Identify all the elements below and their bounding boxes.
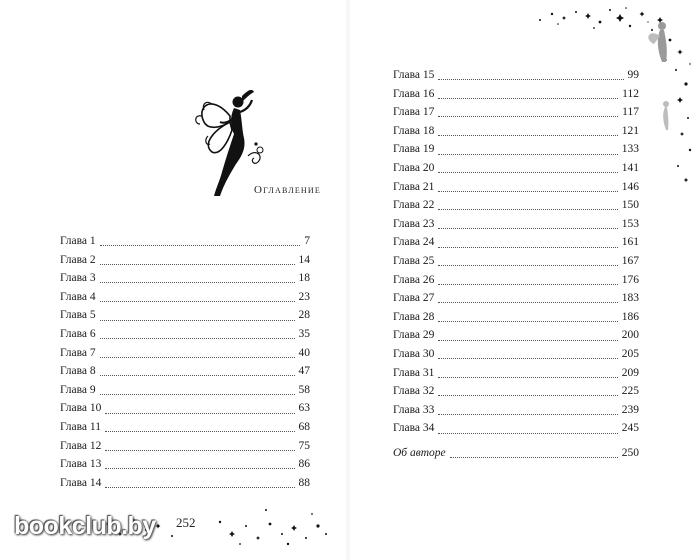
toc-entry[interactable] bbox=[60, 455, 310, 474]
toc-left-column bbox=[60, 232, 310, 492]
sparkle-star-icon bbox=[316, 524, 319, 527]
sparkle-star-icon bbox=[689, 149, 691, 151]
toc-entry-label: Глава 4 bbox=[60, 290, 96, 303]
sparkle-star-icon bbox=[219, 521, 221, 523]
dot-leader bbox=[450, 456, 618, 458]
page-number: 252 bbox=[176, 515, 196, 530]
toc-entry-label: Глава 1 bbox=[60, 235, 96, 247]
toc-entry-page: 75 bbox=[298, 439, 310, 452]
dot-leader bbox=[438, 357, 617, 359]
toc-entry-page: 58 bbox=[298, 383, 310, 396]
toc-entry-page: 35 bbox=[298, 327, 310, 340]
toc-entry[interactable] bbox=[60, 251, 310, 270]
dot-leader bbox=[100, 300, 295, 302]
dot-leader bbox=[100, 244, 301, 246]
dot-leader bbox=[438, 432, 617, 434]
sparkle-star-icon bbox=[287, 543, 289, 545]
toc-entry-label: Глава 23 bbox=[393, 217, 435, 230]
dot-leader bbox=[100, 374, 295, 376]
dot-leader bbox=[438, 208, 617, 210]
fairy-silhouette-icon bbox=[190, 86, 270, 198]
dot-leader bbox=[438, 227, 617, 229]
toc-about-entry[interactable] bbox=[393, 444, 639, 463]
sparkle-star-icon bbox=[562, 16, 566, 20]
toc-entry-label: Глава 22 bbox=[393, 199, 435, 212]
toc-entry-page: 176 bbox=[621, 273, 639, 286]
toc-entry[interactable] bbox=[393, 233, 639, 252]
toc-entry[interactable] bbox=[393, 326, 639, 345]
toc-entry[interactable] bbox=[60, 344, 310, 363]
toc-entry[interactable] bbox=[60, 381, 310, 400]
toc-entry-label: Глава 17 bbox=[393, 106, 435, 119]
sparkle-star-icon bbox=[245, 525, 247, 527]
sparkle-star-icon bbox=[305, 537, 307, 539]
toc-entry-page: 117 bbox=[622, 106, 639, 119]
toc-entry-label: Глава 6 bbox=[60, 327, 96, 340]
toc-entry-label: Глава 14 bbox=[60, 476, 102, 489]
toc-entry-label: Глава 30 bbox=[393, 347, 435, 360]
toc-entry-label: Глава 10 bbox=[60, 402, 102, 415]
toc-entry-page: 153 bbox=[621, 217, 639, 230]
sparkle-star-icon bbox=[585, 13, 591, 19]
sparkle-star-icon bbox=[575, 11, 577, 13]
toc-entry-label: Глава 8 bbox=[60, 365, 96, 378]
faded-fairy-icon bbox=[640, 18, 680, 138]
toc-entry-label: Глава 31 bbox=[393, 366, 435, 379]
sparkle-star-icon bbox=[684, 178, 688, 182]
toc-entry-page: 86 bbox=[298, 458, 310, 471]
toc-entry-page: 200 bbox=[621, 329, 639, 342]
sparkle-star-icon bbox=[171, 535, 173, 537]
toc-title: Оглавление bbox=[254, 184, 321, 196]
toc-entry[interactable] bbox=[393, 419, 639, 438]
toc-entry-label: Глава 2 bbox=[60, 253, 96, 266]
toc-entry-page: 133 bbox=[621, 143, 639, 156]
sparkle-star-icon bbox=[256, 536, 260, 540]
toc-entry-label: Глава 3 bbox=[60, 272, 96, 285]
sparkle-star-icon bbox=[269, 523, 272, 526]
toc-entry-page: 209 bbox=[621, 366, 639, 379]
toc-entry-label: Глава 24 bbox=[393, 236, 435, 249]
sparkle-star-icon bbox=[291, 525, 297, 531]
dot-leader bbox=[100, 393, 295, 395]
toc-entry[interactable] bbox=[393, 252, 639, 271]
toc-entry-page: 63 bbox=[298, 402, 310, 415]
dot-leader bbox=[100, 356, 295, 358]
sparkle-star-icon bbox=[593, 27, 595, 29]
toc-entry-label: Глава 9 bbox=[60, 383, 96, 396]
toc-entry[interactable] bbox=[60, 474, 310, 493]
dot-leader bbox=[438, 394, 617, 396]
toc-entry-page: 146 bbox=[621, 180, 639, 193]
sparkle-star-icon bbox=[325, 533, 327, 535]
dot-leader bbox=[438, 246, 617, 248]
toc-entry-page: 205 bbox=[621, 347, 639, 360]
sparkle-star-icon bbox=[684, 82, 687, 85]
sparkle-star-icon bbox=[539, 19, 541, 21]
toc-entry-page: 14 bbox=[298, 253, 310, 266]
dot-leader bbox=[438, 320, 617, 322]
watermark-logo: bookclub.by bbox=[14, 512, 156, 540]
toc-entry-page: 183 bbox=[621, 292, 639, 305]
dot-leader bbox=[438, 283, 617, 285]
toc-entry[interactable] bbox=[393, 289, 639, 308]
toc-entry-label: Глава 16 bbox=[393, 87, 435, 100]
sparkle-star-icon bbox=[281, 533, 283, 535]
toc-entry-page: 161 bbox=[621, 236, 639, 249]
dot-leader bbox=[438, 339, 617, 341]
toc-entry-label: Глава 29 bbox=[393, 329, 435, 342]
sparkle-star-icon bbox=[689, 63, 691, 65]
dot-leader bbox=[438, 413, 617, 415]
toc-entry-page: 68 bbox=[298, 420, 310, 433]
toc-entry[interactable] bbox=[60, 362, 310, 381]
sparkle-star-icon bbox=[625, 7, 627, 9]
dot-leader bbox=[100, 263, 295, 265]
toc-entry[interactable] bbox=[60, 399, 310, 418]
toc-entry-page: 245 bbox=[621, 422, 639, 435]
toc-entry-page: 141 bbox=[621, 161, 639, 174]
toc-entry-page: 23 bbox=[298, 290, 310, 303]
toc-entry[interactable] bbox=[60, 325, 310, 344]
toc-entry-page: 47 bbox=[298, 365, 310, 378]
toc-entry-page: 150 bbox=[621, 199, 639, 212]
dot-leader bbox=[105, 467, 294, 469]
sparkle-star-icon bbox=[551, 13, 553, 15]
toc-entry-label: Глава 15 bbox=[393, 69, 435, 81]
toc-entry-page: 121 bbox=[621, 124, 639, 137]
toc-entry-page: 88 bbox=[298, 476, 310, 489]
toc-entry-page: 7 bbox=[304, 235, 310, 247]
dot-leader bbox=[438, 301, 617, 303]
dot-leader bbox=[105, 430, 295, 432]
sparkle-star-icon bbox=[640, 12, 645, 17]
toc-entry-page: 99 bbox=[627, 69, 639, 81]
toc-entry[interactable] bbox=[393, 215, 639, 234]
toc-entry[interactable] bbox=[60, 232, 310, 251]
sparkle-star-icon bbox=[156, 524, 161, 529]
sparkle-star-icon bbox=[616, 14, 624, 22]
dot-leader bbox=[100, 337, 295, 339]
toc-entry[interactable] bbox=[60, 269, 310, 288]
dot-leader bbox=[105, 449, 294, 451]
toc-entry-page: 18 bbox=[298, 272, 310, 285]
toc-entry-label: Глава 12 bbox=[60, 439, 102, 452]
sparkle-star-icon bbox=[609, 9, 611, 11]
toc-entry[interactable] bbox=[393, 271, 639, 290]
dot-leader bbox=[100, 319, 295, 321]
toc-entry[interactable] bbox=[393, 401, 639, 420]
toc-entry-label: Глава 13 bbox=[60, 458, 102, 471]
sparkle-star-icon bbox=[239, 543, 241, 545]
toc-entry[interactable] bbox=[393, 308, 639, 327]
toc-entry-label: Глава 28 bbox=[393, 310, 435, 323]
sparkle-star-icon bbox=[687, 117, 689, 119]
toc-entry[interactable] bbox=[393, 364, 639, 383]
dot-leader bbox=[105, 486, 294, 488]
sparkle-star-icon bbox=[557, 23, 559, 25]
sparkle-star-icon bbox=[677, 165, 679, 167]
toc-entry-label: Глава 7 bbox=[60, 346, 96, 359]
toc-entry[interactable] bbox=[60, 306, 310, 325]
toc-entry-label: Об авторе bbox=[393, 446, 446, 459]
dot-leader bbox=[438, 376, 617, 378]
toc-entry-page: 186 bbox=[621, 310, 639, 323]
toc-entry[interactable] bbox=[393, 382, 639, 401]
toc-entry-label: Глава 34 bbox=[393, 422, 435, 435]
toc-entry-label: Глава 32 bbox=[393, 385, 435, 398]
toc-entry-label: Глава 21 bbox=[393, 180, 435, 193]
sparkle-star-icon bbox=[680, 132, 684, 136]
toc-entry-label: Глава 33 bbox=[393, 403, 435, 416]
page-gutter bbox=[345, 0, 351, 560]
sparkle-star-icon bbox=[265, 509, 267, 511]
toc-entry-label: Глава 19 bbox=[393, 143, 435, 156]
toc-entry-page: 239 bbox=[621, 403, 639, 416]
dot-leader bbox=[438, 264, 617, 266]
toc-entry-label: Глава 5 bbox=[60, 309, 96, 322]
toc-entry-label: Глава 11 bbox=[60, 420, 101, 433]
toc-entry-page: 167 bbox=[621, 254, 639, 267]
toc-entry-label: Глава 18 bbox=[393, 124, 435, 137]
toc-entry-page: 112 bbox=[622, 87, 639, 100]
sparkle-star-icon bbox=[229, 531, 235, 537]
toc-entry-label: Глава 26 bbox=[393, 273, 435, 286]
toc-entry-label: Глава 25 bbox=[393, 254, 435, 267]
dot-leader bbox=[100, 281, 295, 283]
toc-entry[interactable] bbox=[60, 288, 310, 307]
sparkle-star-icon bbox=[311, 513, 313, 515]
toc-entry-label: Глава 27 bbox=[393, 292, 435, 305]
toc-entry-label: Глава 20 bbox=[393, 161, 435, 174]
sparkle-star-icon bbox=[599, 21, 602, 24]
toc-entry[interactable] bbox=[60, 418, 310, 437]
dot-leader bbox=[105, 412, 294, 414]
toc-entry[interactable] bbox=[60, 437, 310, 456]
toc-entry-page: 28 bbox=[298, 309, 310, 322]
toc-entry[interactable] bbox=[393, 345, 639, 364]
sparkle-star-icon bbox=[629, 25, 631, 27]
toc-entry-page: 40 bbox=[298, 346, 310, 359]
toc-entry-page: 250 bbox=[621, 446, 639, 459]
toc-entry-page: 225 bbox=[621, 385, 639, 398]
